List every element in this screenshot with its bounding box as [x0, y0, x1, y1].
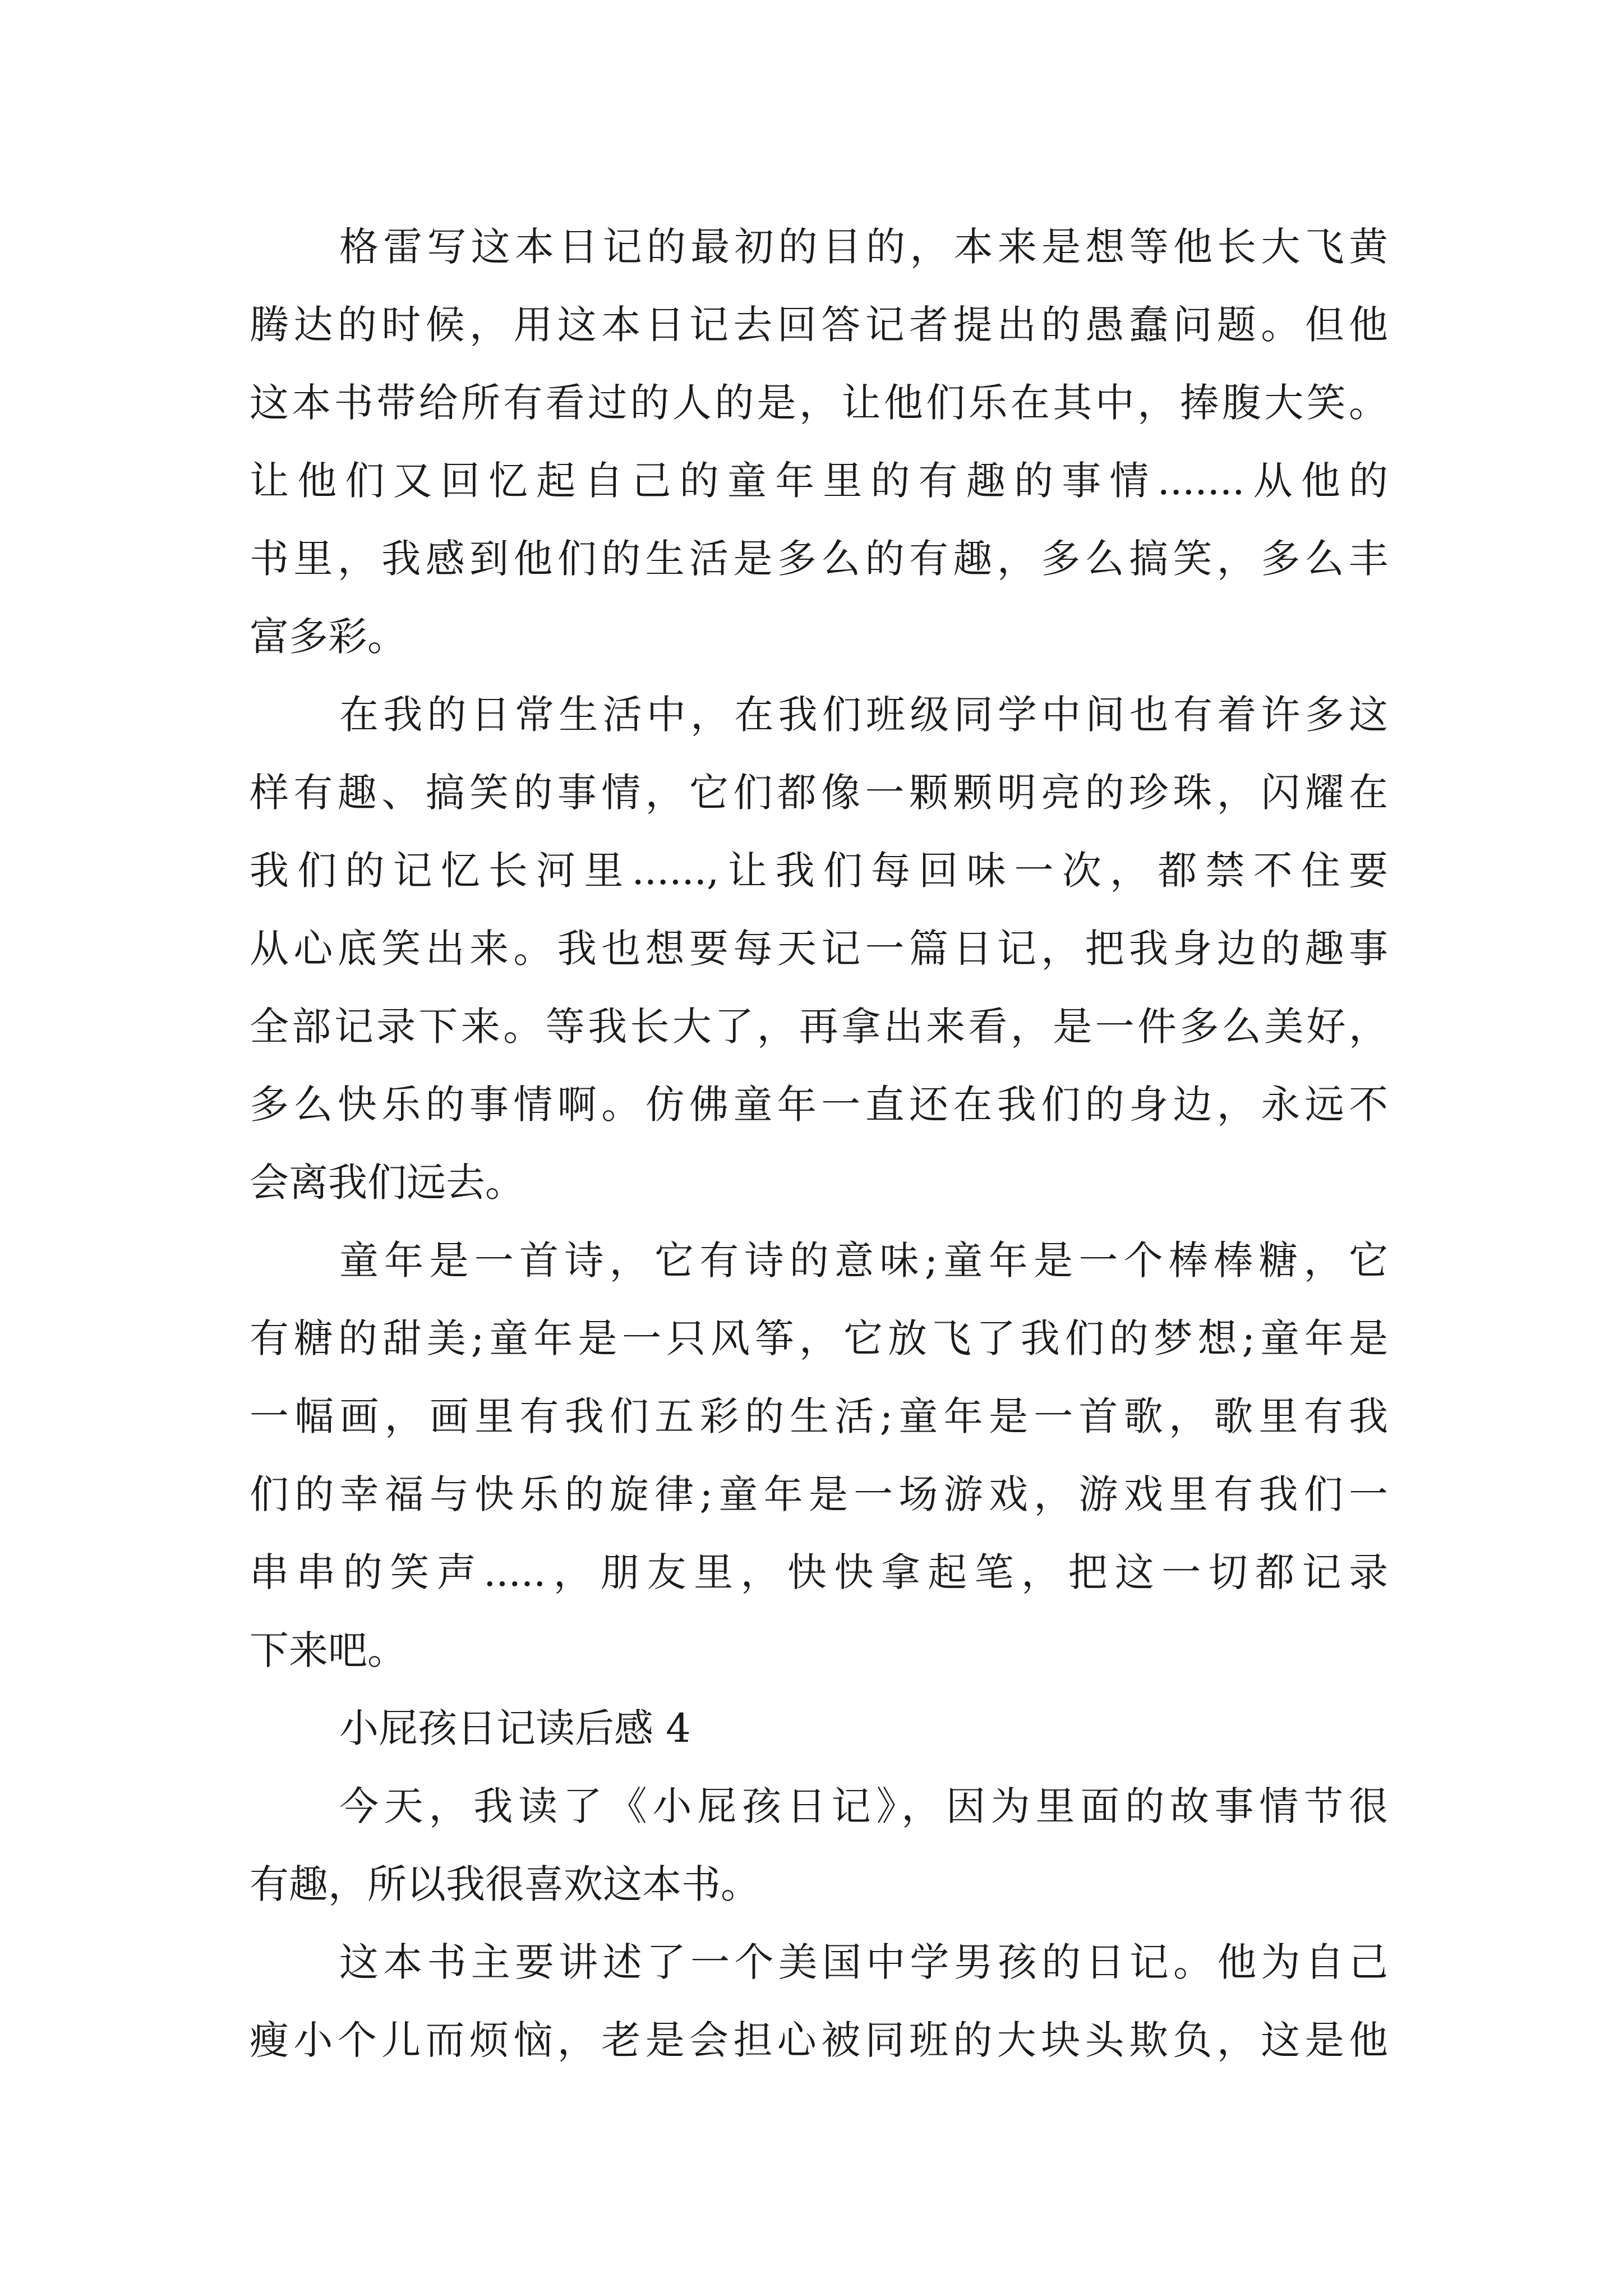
paragraph-5-line-2: 有趣，所以我很喜欢这本书。: [250, 1861, 760, 1907]
paragraph-3-line-6: 下来吧。: [250, 1627, 407, 1673]
paragraph-2-line-4: 从心底笑出来。我也想要每天记一篇日记，把我身边的趣事: [250, 926, 1388, 972]
paragraph-6-line-2: 瘦小个儿而烦恼，老是会担心被同班的大块头欺负，这是他: [250, 2017, 1388, 2063]
paragraph-1-line-3: 这本书带给所有看过的人的是，让他们乐在其中，捧腹大笑。: [250, 380, 1388, 426]
paragraph-1-line-5: 书里，我感到他们的生活是多么的有趣，多么搞笑，多么丰: [250, 536, 1388, 582]
paragraph-3-line-5: 串串的笑声.....，朋友里，快快拿起笔，把这一切都记录: [250, 1549, 1388, 1595]
paragraph-2-line-2: 样有趣、搞笑的事情，它们都像一颗颗明亮的珍珠，闪耀在: [250, 770, 1388, 816]
paragraph-1-line-2: 腾达的时候，用这本日记去回答记者提出的愚蠢问题。但他: [250, 302, 1388, 348]
section-heading: 小屁孩日记读后感 4: [339, 1705, 691, 1751]
paragraph-6-line-1: 这本书主要讲述了一个美国中学男孩的日记。他为自己: [339, 1939, 1388, 1985]
paragraph-1-line-1: 格雷写这本日记的最初的目的，本来是想等他长大飞黄: [339, 224, 1388, 270]
paragraph-1-line-4: 让他们又回忆起自己的童年里的有趣的事情.......从他的: [250, 458, 1388, 504]
paragraph-3-line-3: 一幅画，画里有我们五彩的生活;童年是一首歌，歌里有我: [250, 1393, 1388, 1439]
paragraph-2-line-5: 全部记录下来。等我长大了，再拿出来看，是一件多么美好，: [250, 1004, 1388, 1050]
paragraph-3-line-4: 们的幸福与快乐的旋律;童年是一场游戏，游戏里有我们一: [250, 1471, 1388, 1517]
paragraph-3-line-2: 有糖的甜美;童年是一只风筝，它放飞了我们的梦想;童年是: [250, 1315, 1388, 1361]
paragraph-2-line-7: 会离我们远去。: [250, 1159, 524, 1205]
paragraph-2-line-6: 多么快乐的事情啊。仿佛童年一直还在我们的身边，永远不: [250, 1082, 1388, 1128]
paragraph-5-line-1: 今天，我读了《小屁孩日记》，因为里面的故事情节很: [339, 1783, 1388, 1829]
paragraph-2-line-3: 我们的记忆长河里......,让我们每回味一次，都禁不住要: [250, 848, 1388, 894]
paragraph-3-line-1: 童年是一首诗，它有诗的意味;童年是一个棒棒糖，它: [339, 1237, 1388, 1283]
paragraph-2-line-1: 在我的日常生活中，在我们班级同学中间也有着许多这: [339, 692, 1388, 738]
paragraph-1-line-6: 富多彩。: [250, 614, 407, 660]
document-page: [250, 0, 1388, 2296]
